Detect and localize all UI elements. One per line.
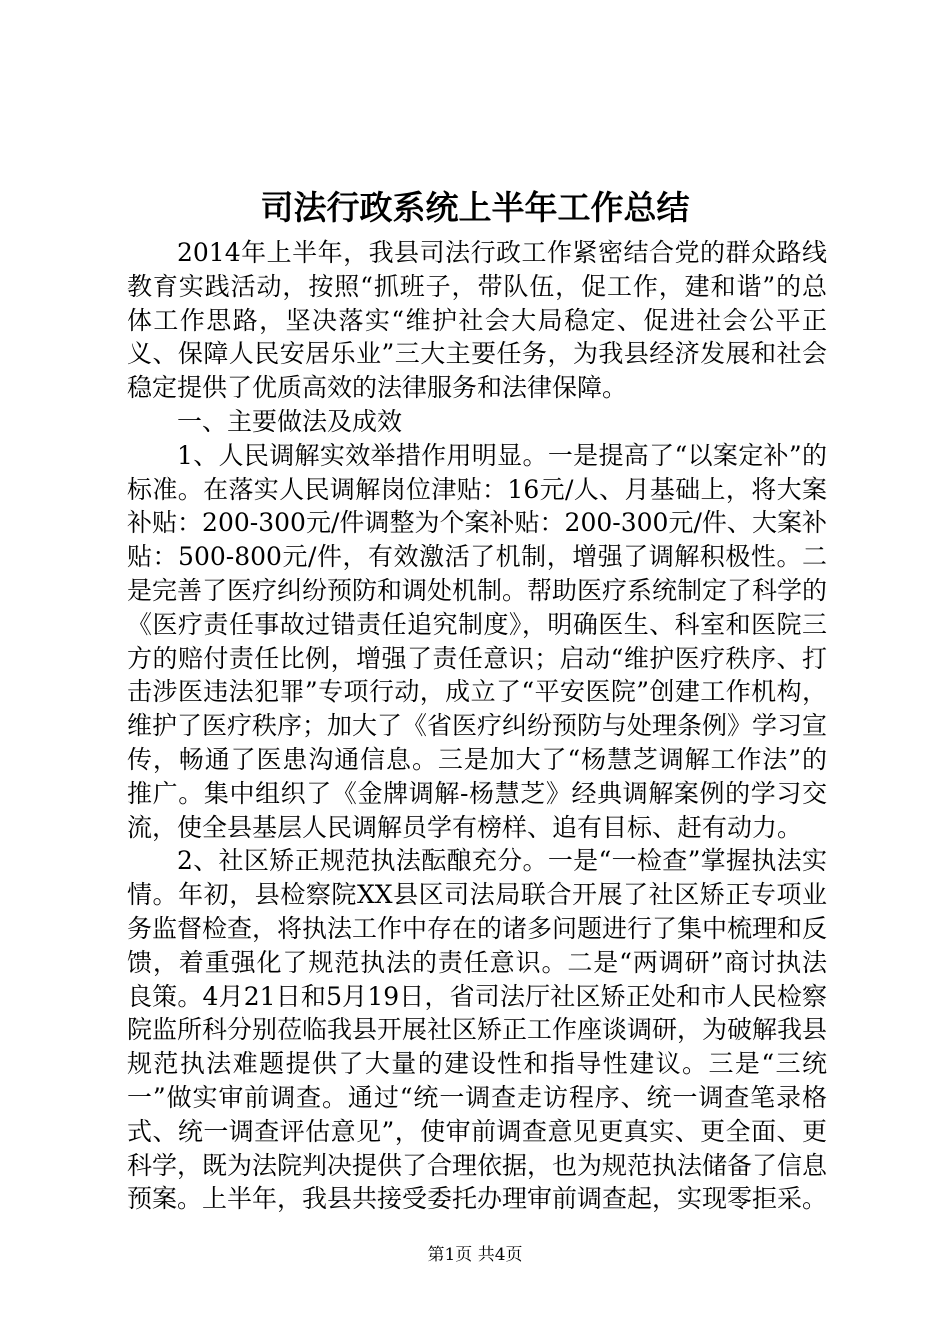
paragraph-intro: 2014年上半年，我县司法行政工作紧密结合党的群众路线教育实践活动，按照“抓班子，带队伍，促工作，建和谐”的总体工作思路，坚决落实“维护社会大局稳定、促进社会公平正义、保障人民安居乐业”三大主要任务，为我县经济发展和社会稳定提供了优质高效的法律服务和法律保障。: [127, 238, 827, 403]
page-footer: 第1页 共4页: [427, 1245, 523, 1265]
paragraph-community-correction: 2、社区矫正规范执法酝酿充分。一是“一检查”掌握执法实情。年初，县检察院XX县区司法局联合开展了社区矫正专项业务监督检查，将执法工作中存在的诸多问题进行了集中梳理和反馈，着重强化了规范执法的责任意识。二是“两调研”商讨执法良策。4月21日和5月19日，省司法厅社区矫正处和市人民检察院监所科分别莅临我县开展社区矫正工作座谈调研，为破解我县规范执法难题提供了大量的建设性和指导性建议。三是“三统一”做实审前调查。通过“统一调查走访程序、统一调查笔录格式、统一调查评估意见”，使审前调查意见更真实、更全面、更科学，既为法院判决提供了合理依据，也为规范执法储备了信息预案。上半年，我县共接受委托办理审前调查起，实现零拒采。: [127, 846, 828, 1214]
document-body: [127, 236, 827, 1216]
paragraph-mediation: 1、人民调解实效举措作用明显。一是提高了“以案定补”的标准。在落实人民调解岗位津贴：16元/人、月基础上，将大案补贴：200-300元/件调整为个案补贴：200-300元/件、大案补贴：500-800元/件，有效激活了机制，增强了调解积极性。二是完善了医疗纠纷预防和调处机制。帮助医疗系统制定了科学的《医疗责任事故过错责任追究制度》，明确医生、科室和医院三方的赔付责任比例，增强了责任意识；启动“维护医疗秩序、打击涉医违法犯罪”专项行动，成立了“平安医院”创建工作机构，维护了医疗秩序；加大了《省医疗纠纷预防与处理条例》学习宣传，畅通了医患沟通信息。三是加大了“杨慧芝调解工作法”的推广。集中组织了《金牌调解-杨慧芝》经典调解案例的学习交流，使全县基层人民调解员学有榜样、追有目标、赶有动力。: [127, 440, 828, 842]
document-title: 司法行政系统上半年工作总结: [260, 188, 690, 227]
section-heading: 一、主要做法及成效: [177, 406, 403, 436]
